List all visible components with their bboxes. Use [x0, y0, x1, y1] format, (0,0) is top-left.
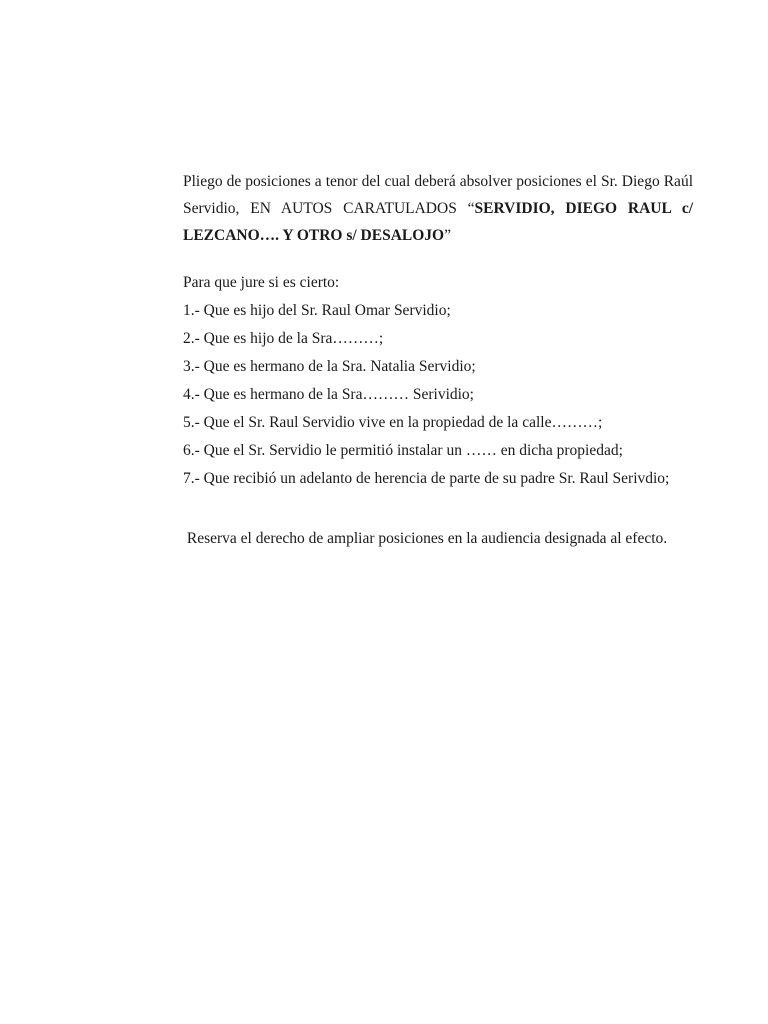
position-item: 6.- Que el Sr. Servidio le permitió instalar un …… en dicha propiedad; — [183, 442, 623, 459]
position-item: 4.- Que es hermano de la Sra……… Serividio; — [183, 386, 474, 403]
case-title: SERVIDIO, DIEGO RAUL c/ LEZCANO…. Y OTRO s/ DESALOJO — [183, 200, 694, 244]
position-item: 1.- Que es hijo del Sr. Raul Omar Servidio; — [183, 302, 451, 319]
reserve-paragraph — [183, 529, 693, 549]
document-body — [183, 168, 693, 549]
intro-paragraph — [183, 168, 693, 249]
position-item: 7.- Que recibió un adelanto de herencia de parte de su padre Sr. Raul Serivdio; — [183, 470, 670, 487]
reserve-text: Reserva el derecho de ampliar posiciones en la audiencia designada al efecto. — [186, 530, 668, 547]
intro-closing-quote: ” — [444, 227, 451, 244]
position-item: 3.- Que es hermano de la Sra. Natalia Servidio; — [183, 358, 476, 375]
intro-text: Pliego de posiciones a tenor del cual deberá absolver posiciones el Sr. Diego Raúl Servidio, EN AUTOS CARATULADOS “ — [183, 173, 693, 217]
positions-list — [183, 301, 693, 489]
position-item: 5.- Que el Sr. Raul Servidio vive en la propiedad de la calle………; — [183, 414, 603, 431]
oath-prompt: Para que jure si es cierto: — [183, 274, 340, 291]
position-item: 2.- Que es hijo de la Sra………; — [183, 330, 384, 347]
